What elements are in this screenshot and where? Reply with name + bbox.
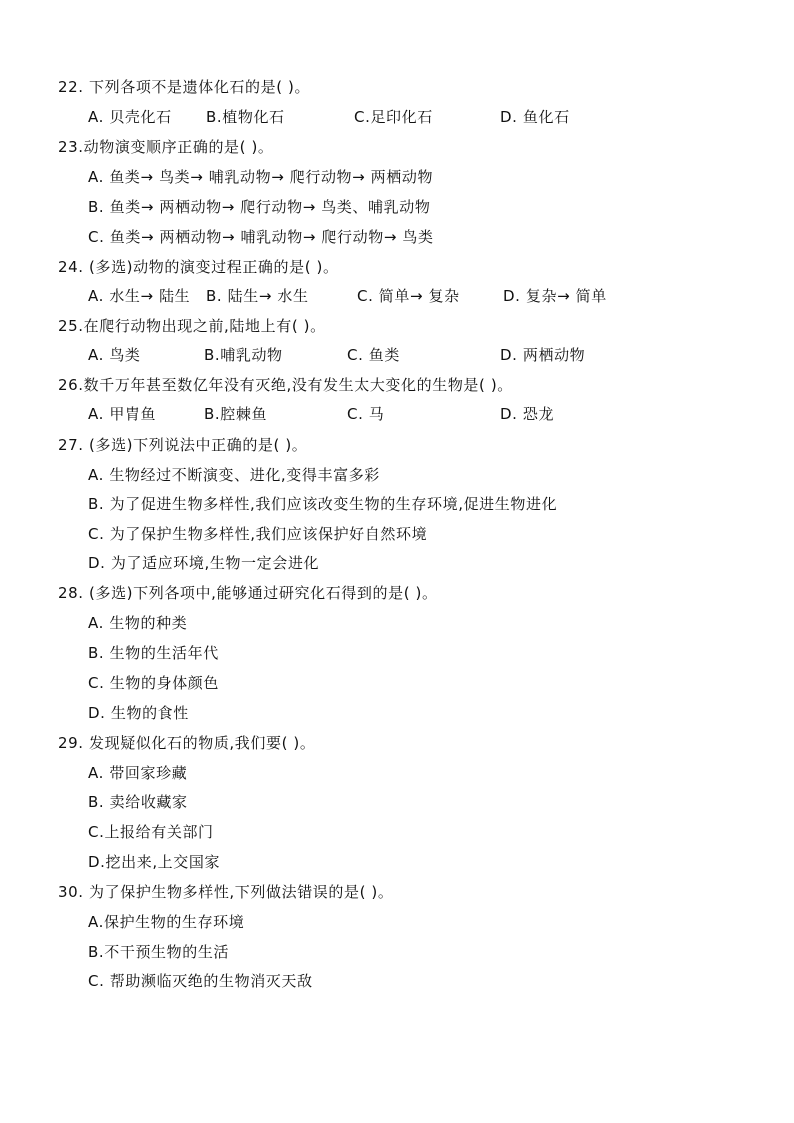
question-22-option-d: D. 鱼化石	[500, 108, 570, 126]
question-26-stem: 26.数千万年甚至数亿年没有灭绝,没有发生太大变化的生物是( )。	[58, 376, 513, 394]
question-24-option-b: B. 陆生→ 水生	[206, 287, 309, 305]
question-27-option-d: D. 为了适应环境,生物一定会进化	[88, 554, 320, 572]
question-22-stem: 22. 下列各项不是遗体化石的是( )。	[58, 78, 311, 96]
question-29-option-c: C.上报给有关部门	[88, 823, 214, 841]
question-24-stem: 24. (多选)动物的演变过程正确的是( )。	[58, 258, 339, 276]
question-29-option-d: D.挖出来,上交国家	[88, 853, 221, 871]
question-22-option-b: B.植物化石	[206, 108, 285, 126]
question-30-stem: 30. 为了保护生物多样性,下列做法错误的是( )。	[58, 883, 394, 901]
question-30-option-b: B.不干预生物的生活	[88, 943, 230, 961]
question-23-option-a: A. 鱼类→ 鸟类→ 哺乳动物→ 爬行动物→ 两栖动物	[88, 168, 434, 186]
question-26-option-b: B.腔棘鱼	[204, 405, 268, 423]
question-29-stem: 29. 发现疑似化石的物质,我们要( )。	[58, 734, 316, 752]
question-28-stem: 28. (多选)下列各项中,能够通过研究化石得到的是( )。	[58, 584, 438, 602]
question-28-option-c: C. 生物的身体颜色	[88, 674, 220, 692]
question-25-option-a: A. 鸟类	[88, 346, 141, 364]
question-27-option-c: C. 为了保护生物多样性,我们应该保护好自然环境	[88, 525, 428, 543]
question-25-option-b: B.哺乳动物	[204, 346, 283, 364]
question-22-option-c: C.足印化石	[354, 108, 433, 126]
question-28-option-b: B. 生物的生活年代	[88, 644, 219, 662]
question-24-option-d: D. 复杂→ 简单	[503, 287, 607, 305]
question-27-option-b: B. 为了促进生物多样性,我们应该改变生物的生存环境,促进生物进化	[88, 495, 558, 513]
question-24-option-a: A. 水生→ 陆生	[88, 287, 191, 305]
question-23-option-c: C. 鱼类→ 两栖动物→ 哺乳动物→ 爬行动物→ 鸟类	[88, 228, 434, 246]
question-26-option-a: A. 甲胄鱼	[88, 405, 157, 423]
question-23-stem: 23.动物演变顺序正确的是( )。	[58, 138, 274, 156]
question-25-option-d: D. 两栖动物	[500, 346, 586, 364]
question-22-option-a: A. 贝壳化石	[88, 108, 172, 126]
question-29-option-b: B. 卖给收藏家	[88, 793, 188, 811]
question-30-option-a: A.保护生物的生存环境	[88, 913, 245, 931]
question-26-option-d: D. 恐龙	[500, 405, 555, 423]
question-30-option-c: C. 帮助濒临灭绝的生物消灭天敌	[88, 972, 313, 990]
question-24-option-c: C. 简单→ 复杂	[357, 287, 460, 305]
question-28-option-d: D. 生物的食性	[88, 704, 189, 722]
question-26-option-c: C. 马	[347, 405, 385, 423]
question-25-option-c: C. 鱼类	[347, 346, 401, 364]
question-27-stem: 27. (多选)下列说法中正确的是( )。	[58, 436, 308, 454]
question-25-stem: 25.在爬行动物出现之前,陆地上有( )。	[58, 317, 326, 335]
question-29-option-a: A. 带回家珍藏	[88, 764, 188, 782]
question-27-option-a: A. 生物经过不断演变、进化,变得丰富多彩	[88, 466, 380, 484]
question-28-option-a: A. 生物的种类	[88, 614, 188, 632]
question-23-option-b: B. 鱼类→ 两栖动物→ 爬行动物→ 鸟类、哺乳动物	[88, 198, 431, 216]
